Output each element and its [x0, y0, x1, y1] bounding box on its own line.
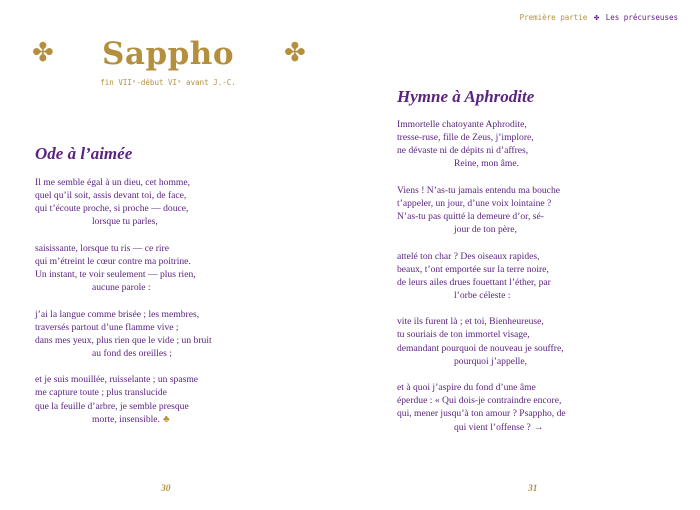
verse-text: tu souriais de ton immortel visage, [397, 329, 530, 341]
fleuron-left-icon: ✤ [32, 38, 54, 67]
verse-text: qui t’écoute proche, si proche — douce, [35, 203, 189, 215]
verse-line [397, 289, 697, 302]
stanza [397, 118, 697, 171]
verse-line [397, 355, 697, 368]
verse-line [35, 347, 335, 360]
verse-text: me capture toute ; plus translucide [35, 387, 167, 399]
left-poem-body [35, 176, 335, 439]
stanza [397, 315, 697, 368]
running-head [520, 13, 678, 23]
verse-text: que la feuille d’arbre, je semble presque [35, 400, 189, 412]
verse-line [397, 184, 697, 197]
verse-line [35, 202, 335, 215]
verse-line [35, 189, 335, 202]
verse-line [35, 255, 335, 268]
author-name: Sappho [101, 36, 235, 72]
verse-text: attelé ton char ? Des oiseaux rapides, [397, 250, 540, 262]
verse-text: qui vient l’offense ? [454, 421, 531, 433]
verse-text: quel qu’il soit, assis devant toi, de face, [35, 190, 187, 202]
stanza [397, 250, 697, 303]
right-poem-title: Hymne à Aphrodite [397, 87, 535, 106]
right-page [350, 0, 700, 510]
verse-line [397, 328, 697, 341]
verse-line [397, 118, 697, 131]
fleuron-right-icon: ✤ [284, 38, 306, 67]
verse-text: qui, mener jusqu’à ton amour ? Psappho, de [397, 408, 566, 420]
verse-text: qui m’étreint le cœur contre ma poitrine. [35, 255, 191, 267]
verse-line [35, 373, 335, 386]
verse-text: l’orbe céleste : [454, 290, 511, 301]
verse-line [35, 268, 335, 281]
verse-text: demandant pourquoi de nouveau je souffre, [397, 342, 564, 354]
verse-line [397, 407, 697, 420]
verse-text: et à quoi j’aspire du fond d’une âme [397, 382, 536, 394]
right-poem-body [397, 118, 697, 447]
verse-line [397, 276, 697, 289]
verse-line [397, 421, 697, 434]
verse-text: dans mes yeux, plus rien que le vide ; un bruit [35, 334, 212, 346]
verse-text: Reine, mon âme. [454, 158, 520, 170]
verse-text: Il me semble égal à un dieu, cet homme, [35, 177, 191, 188]
verse-line [397, 197, 697, 210]
verse-text: j’ai la langue comme brisée ; les membres, [35, 308, 200, 320]
club-fleuron-icon: ✤ [593, 13, 600, 23]
verse-text: pourquoi j’appelle, [454, 355, 527, 367]
verse-line [397, 210, 697, 223]
verse-line [35, 413, 335, 426]
verse-line [35, 242, 335, 255]
author-dates: fin VIIᵉ-début VIᵉ avant J.-C. [100, 78, 236, 87]
verse-text: jour de ton père, [454, 224, 517, 236]
verse-line [35, 308, 335, 321]
verse-line [397, 250, 697, 263]
verse-text: lorsque tu parles, [92, 216, 158, 228]
verse-text: Immortelle chatoyante Aphrodite, [397, 119, 527, 130]
verse-line [35, 321, 335, 334]
verse-line [397, 381, 697, 394]
stanza [35, 176, 335, 229]
stanza [35, 242, 335, 295]
verse-line [397, 157, 697, 170]
verse-line [35, 176, 335, 189]
verse-line [35, 281, 335, 294]
running-head-part: Première partie [519, 13, 588, 22]
verse-line [35, 334, 335, 347]
verse-text: aucune parole : [92, 282, 151, 294]
verse-line [35, 215, 335, 228]
verse-line [397, 144, 697, 157]
verse-text: vite ils furent là ; et toi, Bienheureuse, [397, 316, 544, 328]
verse-text: N’as-tu pas quitté la demeure d’or, sé- [397, 211, 544, 223]
page-number-right: 31 [528, 484, 538, 494]
verse-text: éperdue : « Qui dois-je contraindre encore, [397, 395, 562, 407]
verse-line [35, 386, 335, 399]
verse-text: au fond des oreilles ; [92, 348, 172, 359]
verse-line [397, 131, 697, 144]
left-poem-title: Ode à l’aimée [35, 144, 133, 163]
verse-text: de leurs ailes drues fouettant l’éther, par [397, 276, 551, 288]
verse-text: et je suis mouillée, ruisselante ; un spasme [35, 374, 199, 386]
verse-text: ne dévaste ni de dépits ni d’affres, [397, 145, 529, 157]
verse-text: tresse-ruse, fille de Zeus, j’implore, [397, 132, 534, 144]
verse-text: traversés partout d’une flamme vive ; [35, 321, 179, 333]
continue-arrow-icon: → [533, 421, 544, 433]
running-head-section: Les précurseuses [605, 13, 678, 22]
verse-line [397, 342, 697, 355]
verse-line [397, 223, 697, 236]
verse-line [35, 400, 335, 413]
verse-text: saisissante, lorsque tu ris — ce rire [35, 242, 170, 254]
verse-line [397, 263, 697, 276]
stanza [397, 184, 697, 237]
stanza [35, 373, 335, 426]
verse-text: morte, insensible. [92, 413, 160, 425]
verse-text: Un instant, te voir seulement — plus rien, [35, 269, 196, 281]
stanza [35, 308, 335, 361]
verse-text: Viens ! N’as-tu jamais entendu ma bouche [397, 184, 560, 196]
verse-line [397, 394, 697, 407]
stanza [397, 381, 697, 434]
verse-text: beaux, t’ont emportée sur la terre noire, [397, 263, 549, 275]
end-club-icon: ♣ [162, 413, 170, 425]
verse-line [397, 315, 697, 328]
verse-text: t’appeler, un jour, d’une voix lointaine ? [397, 197, 552, 209]
page-number-left: 30 [161, 484, 171, 494]
